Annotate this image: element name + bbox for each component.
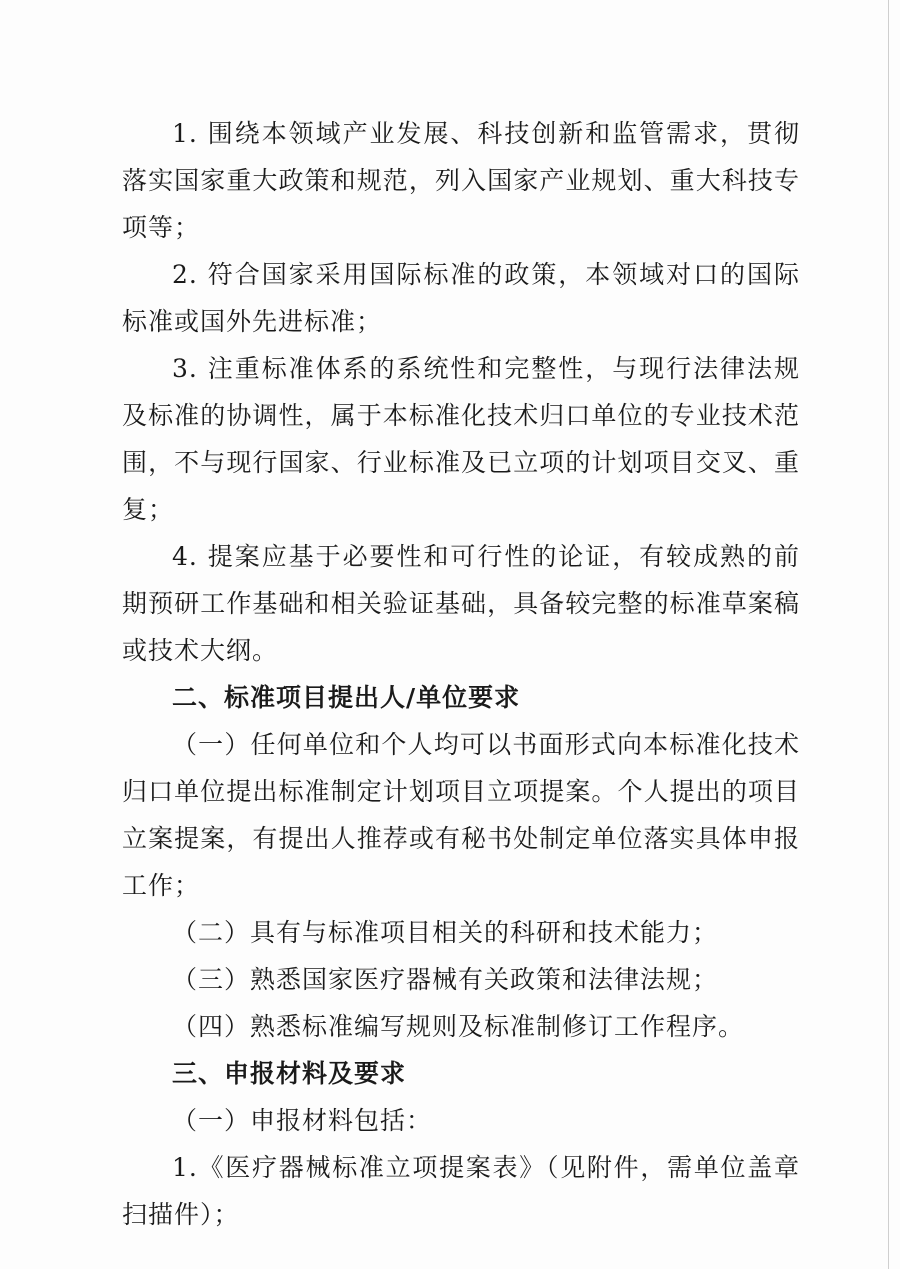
section-3-item-2: 1.《医疗器械标准立项提案表》（见附件，需单位盖章扫描件）； (122, 1153, 800, 1229)
section-2-item-3: （三）熟悉国家医疗器械有关政策和法律法规； (172, 965, 719, 994)
scan-edge-line (888, 0, 889, 1269)
paragraph-item-1: 1. 围绕本领域产业发展、科技创新和监管需求，贯彻落实国家重大政策和规范，列入国家产业规划、重大科技专项等； (122, 119, 800, 242)
section-2-heading: 二、标准项目提出人/单位要求 (172, 683, 521, 712)
paragraph-item-3: 3. 注重标准体系的系统性和完整性，与现行法律法规及标准的协调性，属于本标准化技术归口单位的专业技术范围，不与现行国家、行业标准及已立项的计划项目交叉、重复； (122, 354, 800, 524)
document-body (122, 110, 800, 1238)
section-3-heading: 三、申报材料及要求 (172, 1059, 407, 1088)
section-2-item-1: （一）任何单位和个人均可以书面形式向本标准化技术归口单位提出标准制定计划项目立项提案。个人提出的项目立案提案，有提出人推荐或有秘书处制定单位落实具体申报工作； (122, 730, 800, 900)
paragraph-item-4: 4. 提案应基于必要性和可行性的论证，有较成熟的前期预研工作基础和相关验证基础，具备较完整的标准草案稿或技术大纲。 (122, 542, 800, 665)
section-2-item-4: （四）熟悉标准编写规则及标准制修订工作程序。 (172, 1012, 745, 1041)
section-2-item-2: （二）具有与标准项目相关的科研和技术能力； (172, 918, 719, 947)
section-3-item-1: （一）申报材料包括： (172, 1106, 433, 1135)
paragraph-item-2: 2. 符合国家采用国际标准的政策，本领域对口的国际标准或国外先进标准； (122, 260, 800, 336)
